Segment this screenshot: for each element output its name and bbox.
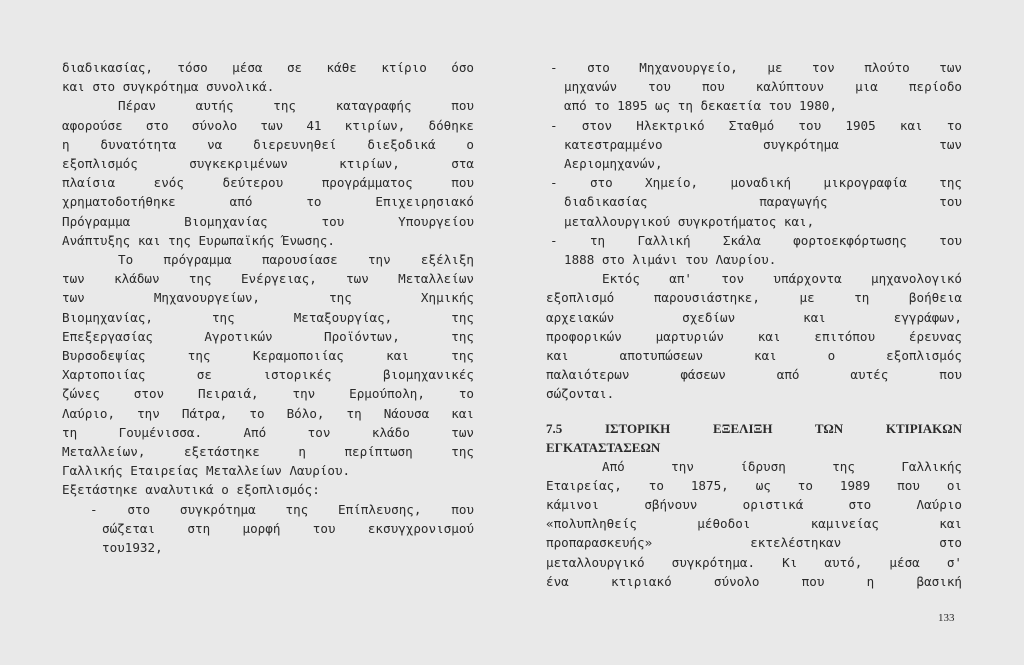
text-line: χρηματοδοτήθηκε από το Επιχειρησιακό bbox=[62, 194, 474, 210]
text-line: προφορικών μαρτυριών και επιτόπου έρευνας bbox=[546, 328, 962, 344]
text-line: διαδικασίας, τόσο μέσα σε κάθε κτίριο όσο bbox=[62, 60, 474, 75]
text-line: πλαίσια ενός δεύτερου προγράμματος που bbox=[62, 175, 474, 191]
text-line: Βιομηχανίας, της Μεταξουργίας, της bbox=[62, 309, 474, 325]
text-line: τη Γουμένισσα. Από τον κλάδο των bbox=[62, 424, 474, 440]
text-line: - στο Χημείο, μοναδική μικρογραφία της bbox=[550, 175, 962, 191]
text-line: κατεστραμμένο συγκρότημα των bbox=[564, 136, 962, 152]
equipment-list-and-paragraph bbox=[546, 58, 962, 404]
text-line: του1932, bbox=[102, 540, 163, 556]
text-line: 1888 στο λιμάνι του Λαυρίου. bbox=[564, 252, 777, 268]
text-line: αρχειακών σχεδίων και εγγράφων, bbox=[546, 309, 962, 325]
text-line: Γαλλικής Εταιρείας Μεταλλείων Λαυρίου. bbox=[62, 463, 351, 479]
text-line: Εκτός απ' τον υπάρχοντα μηχανολογικό bbox=[602, 271, 962, 287]
text-line: μηχανών του που καλύπτουν μια περίοδο bbox=[564, 79, 962, 95]
text-line: Επεξεργασίας Αγροτικών Προϊόντων, της bbox=[62, 328, 474, 344]
right-text-column bbox=[546, 58, 962, 591]
text-line: «πολυπληθείς μέθοδοι καμινείας και bbox=[546, 516, 962, 532]
text-line: των Μηχανουργείων, της Χημικής bbox=[62, 290, 474, 306]
section-body-text bbox=[546, 457, 962, 591]
text-line: Από την ίδρυση της Γαλλικής bbox=[602, 458, 962, 474]
text-line: από το 1895 ως τη δεκαετία του 1980, bbox=[564, 98, 837, 114]
section-heading-line-2: ΕΓΚΑΤΑΣΤΑΣΕΩΝ bbox=[546, 439, 661, 455]
text-line: αφορούσε στο σύνολο των 41 κτιρίων, δόθηκε bbox=[62, 117, 474, 133]
text-line: η δυνατότητα να διερευνηθεί διεξοδικά ο bbox=[62, 136, 474, 152]
text-line: εξοπλισμός συγκεκριμένων κτιρίων, στα bbox=[62, 156, 474, 172]
section-heading-line-1: 7.5 ΙΣΤΟΡΙΚΗ ΕΞΕΛΙΞΗ ΤΩΝ ΚΤΙΡΙΑΚΩΝ bbox=[546, 420, 962, 436]
text-line: μεταλλουργικού συγκροτήματος και, bbox=[564, 213, 815, 229]
text-line: Το πρόγραμμα παρουσίασε την εξέλιξη bbox=[118, 252, 474, 268]
text-line: - τη Γαλλική Σκάλα φορτοεκφόρτωσης του bbox=[550, 232, 962, 248]
text-line: Ανάπτυξης και της Ευρωπαϊκής Ένωσης. bbox=[62, 232, 335, 248]
left-text-column bbox=[62, 58, 474, 557]
page-number: 133 bbox=[938, 612, 955, 624]
text-line: και στο συγκρότημα συνολικά. bbox=[62, 79, 275, 95]
text-line: ζώνες στον Πειραιά, την Ερμούπολη, το bbox=[62, 386, 474, 402]
text-line: Λαύριο, την Πάτρα, το Βόλο, τη Νάουσα και bbox=[62, 405, 474, 421]
text-line: Μεταλλείων, εξετάστηκε η περίπτωση της bbox=[62, 444, 474, 460]
text-line: κάμινοι σβήνουν οριστικά στο Λαύριο bbox=[546, 497, 962, 513]
text-line: σώζεται στη μορφή του εκσυγχρονισμού bbox=[102, 520, 474, 536]
text-line: ένα κτιριακό σύνολο που η βασική bbox=[546, 573, 962, 589]
text-line: Πέραν αυτής της καταγραφής που bbox=[118, 98, 474, 114]
text-line: - στο συγκρότημα της Επίπλευσης, που bbox=[90, 501, 474, 517]
text-line: Εξετάστηκε αναλυτικά ο εξοπλισμός: bbox=[62, 482, 320, 498]
text-line: των κλάδων της Ενέργειας, των Μεταλλείων bbox=[62, 271, 474, 287]
text-line: Βυρσοδεψίας της Κεραμοποιίας και της bbox=[62, 348, 474, 364]
text-line: παλαιότερων φάσεων από αυτές που bbox=[546, 367, 962, 383]
text-line: Πρόγραμμα Βιομηχανίας του Υπουργείου bbox=[62, 213, 474, 229]
text-line: προπαρασκευής» εκτελέστηκαν στο bbox=[546, 535, 962, 551]
text-line: και αποτυπώσεων και ο εξοπλισμός bbox=[546, 348, 962, 364]
text-line: σώζονται. bbox=[546, 386, 615, 402]
text-line: εξοπλισμό παρουσιάστηκε, με τη βοήθεια bbox=[546, 290, 962, 306]
text-line: μεταλλουργικό συγκρότημα. Κι αυτό, μέσα σ' bbox=[546, 554, 962, 570]
text-line: Εταιρείας, το 1875, ως το 1989 που οι bbox=[546, 477, 962, 493]
text-line: - στο Μηχανουργείο, με τον πλούτο των bbox=[550, 60, 962, 75]
text-line: διαδικασίας παραγωγής του bbox=[564, 194, 962, 210]
text-line: Χαρτοποιίας σε ιστορικές βιομηχανικές bbox=[62, 367, 474, 383]
text-line: - στον Ηλεκτρικό Σταθμό του 1905 και το bbox=[550, 117, 962, 133]
text-line: Αεριομηχανών, bbox=[564, 156, 663, 172]
